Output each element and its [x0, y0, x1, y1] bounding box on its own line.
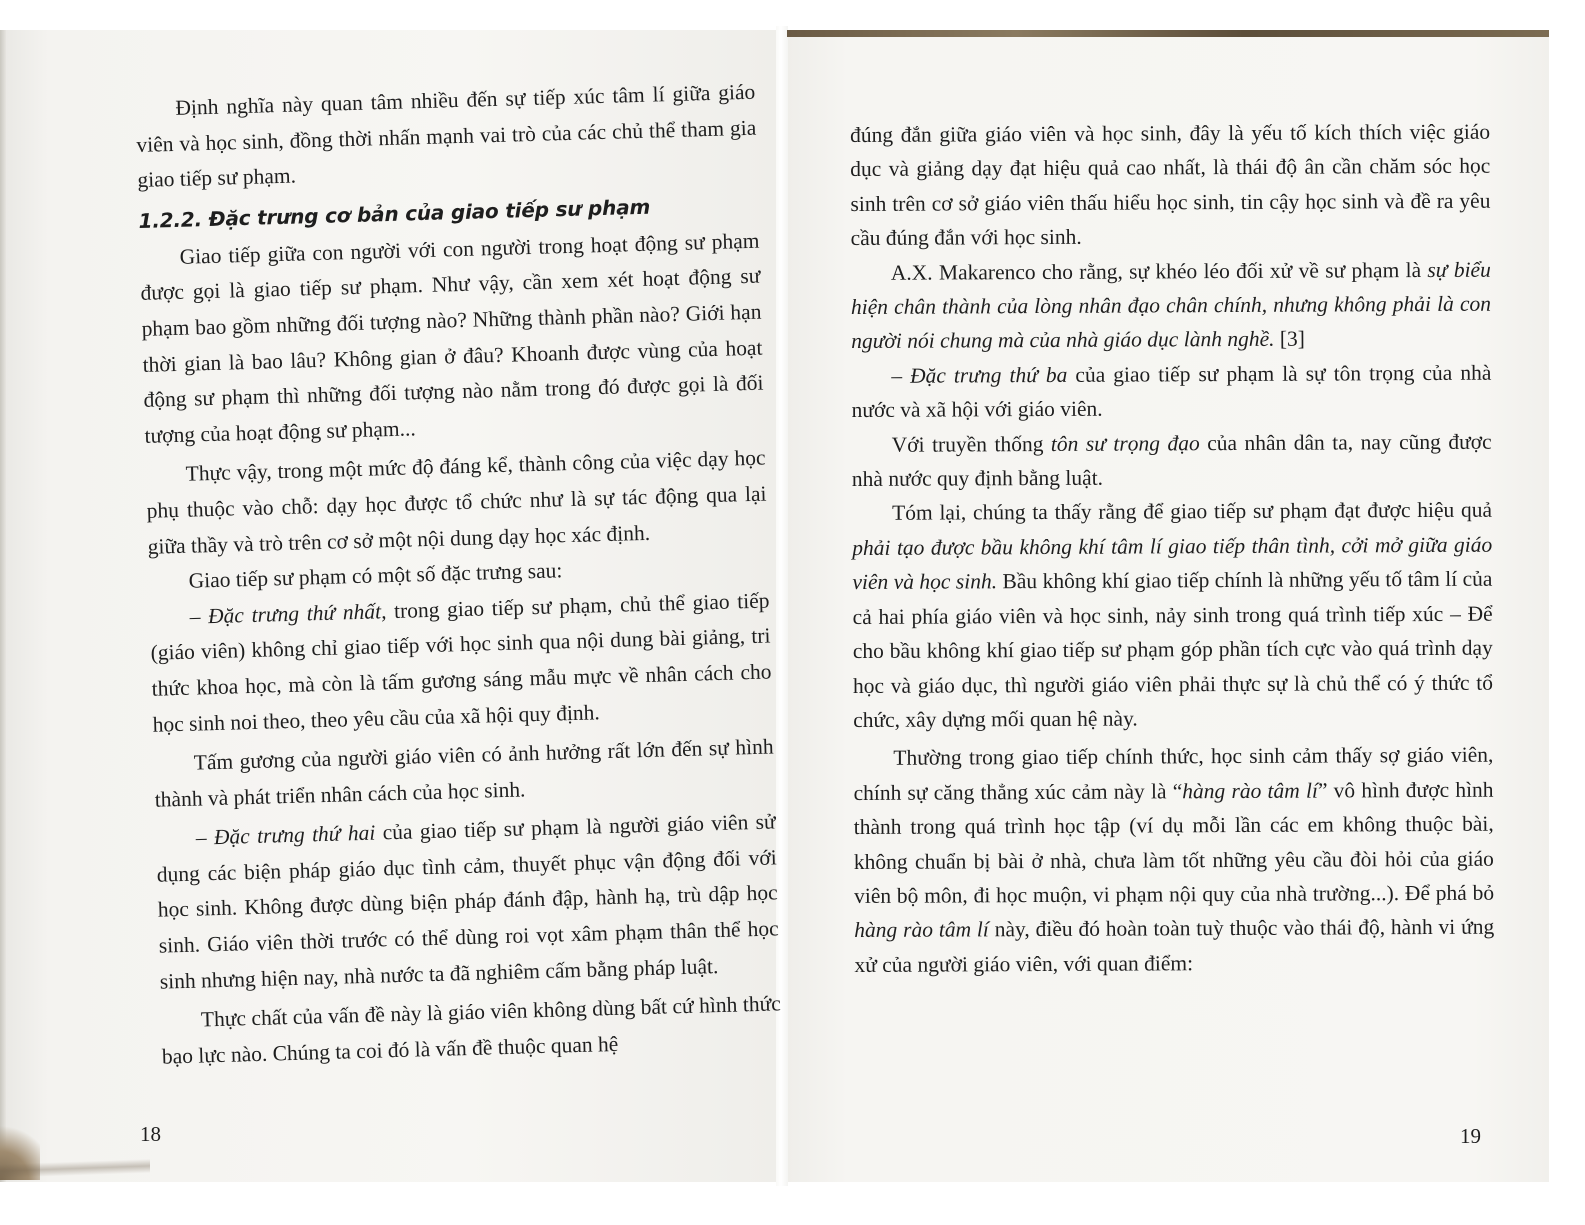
page-edge-left	[0, 30, 6, 1182]
left-paragraph-5: – Đặc trưng thứ nhất, trong giao tiếp sư phạm, chủ thể giao tiếp (giáo viên) không chỉ giao tiếp với học sinh qua nội dung bài giảng, tri thức khoa học, mà còn là tấm gương sáng mẫu mực về nhân cách cho học sinh noi theo, theo yêu cầu của xã hội quy định.	[150, 588, 772, 737]
emphasis-barrier-1: hàng rào tâm lí	[1182, 778, 1318, 803]
emphasis-first-feature: Đặc trưng thứ nhất,	[207, 598, 387, 628]
emphasis-atmosphere: phải tạo được bầu không khí tâm lí giao tiếp thân tình, cởi mở giữa giáo viên và học sinh.	[852, 532, 1493, 595]
right-paragraph-4: Với truyền thống tôn sư trọng đạo của nhân dân ta, nay cũng được nhà nước quy định bằng luật.	[851, 429, 1492, 492]
left-paragraph-6: Tấm gương của người giáo viên có ảnh hưởng rất lớn đến sự hình thành và phát triển nhân cách của học sinh.	[154, 734, 774, 812]
right-paragraph-6: Thường trong giao tiếp chính thức, học sinh cảm thấy sợ giáo viên, chính sự căng thẳng xúc cảm này là “hàng rào tâm lí” vô hình được hình thành trong quá trình học tập (ví dụ mỗi lần các em không thuộc bài, không chuẩn bị bài ở nhà, chưa làm tốt những yêu cầu đòi hỏi của giáo viên bộ môn, đi học muộn, vi phạm nội quy của nhà trường...). Để phá bỏ hàng rào tâm lí này, điều đó hoàn toàn tuỳ thuộc vào thái độ, hành vi ứng xử của người giáo viên, với quan điểm:	[853, 742, 1495, 977]
page-number-left: 18	[140, 1122, 161, 1146]
section-heading: 1.2.2. Đặc trưng cơ bản của giao tiếp sư phạm	[138, 194, 651, 233]
left-paragraph-1: Định nghĩa này quan tâm nhiều đến sự tiếp xúc tâm lí giữa giáo viên và học sinh, đồng thời nhấn mạnh vai trò của các chủ thể tham gia giao tiếp sư phạm.	[136, 79, 757, 193]
left-paragraph-2: Giao tiếp giữa con người với con người trong hoạt động sư phạm được gọi là giao tiếp sư phạm. Như vậy, cần xem xét hoạt động sư phạm bao gồm những đối tượng nào? Những thành phần nào? Giới hạn thời gian là bao lâu? Không gian ở đâu? Khoanh được vùng của hoạt động sư phạm thì những đối tượng nào nằm trong đó được gọi là đối tượng của hoạt động sư phạm...	[140, 228, 764, 448]
page-number-right: 19	[1460, 1124, 1481, 1148]
binding-strip	[787, 30, 1549, 37]
left-paragraph-3: Thực vậy, trong một mức độ đáng kể, thành công của việc dạy học phụ thuộc vào chỗ: dạy học được tổ chức như là sự tác động qua lại giữa thầy và trò trên cơ sở một nội dung dạy học xác định.	[146, 445, 767, 559]
page-fold-shadow	[0, 1150, 150, 1180]
left-paragraph-7: – Đặc trưng thứ hai của giao tiếp sư phạm là người giáo viên sử dụng các biện pháp giáo dục tình cảm, thuyết phục vận động đối với học sinh. Không được dùng biện pháp đánh đập, hành hạ, trù dập học sinh. Giáo viên thời trước có thể dùng roi vọt xâm phạm thân thể học sinh nhưng hiện nay, nhà nước ta đã nghiêm cấm bằng pháp luật.	[156, 809, 779, 994]
right-paragraph-1: đúng đắn giữa giáo viên và học sinh, đây là yếu tố kích thích việc giáo dục và giảng dạy đạt hiệu quả cao nhất, là thái độ ân cần chăm sóc học sinh trên cơ sở giáo viên thấu hiểu học sinh, tin cậy học sinh và đề ra yêu cầu đúng đắn với học sinh.	[850, 119, 1491, 251]
left-paragraph-8: Thực chất của vấn đề này là giáo viên không dùng bất cứ hình thức bạo lực nào. Chúng ta coi đó là vấn đề thuộc quan hệ	[161, 991, 782, 1069]
emphasis-tradition: tôn sư trọng đạo	[1050, 430, 1200, 456]
emphasis-barrier-2: hàng rào tâm lí	[854, 917, 989, 943]
right-paragraph-2: A.X. Makarenco cho rằng, sự khéo léo đối xử về sư phạm là sự biểu hiện chân thành của lòng nhân đạo chân chính, nhưng không phải là con người nói chung mà của nhà giáo dục lành nghề. [3]	[850, 257, 1492, 354]
left-page-text	[135, 75, 782, 1075]
right-paragraph-5: Tóm lại, chúng ta thấy rằng để giao tiếp sư phạm đạt được hiệu quả phải tạo được bầu không khí tâm lí giao tiếp thân tình, cởi mở giữa giáo viên và học sinh. Bầu không khí giao tiếp chính là những yếu tố tâm lí của cả hai phía giáo viên và học sinh, nảy sinh trong quá trình tiếp xúc – Để cho bầu không khí giao tiếp sư phạm góp phần tích cực vào quá trình dạy học và giáo dục, thì người giáo viên phải thực sự là chủ thể có ý thức tổ chức, xây dựng mối quan hệ này.	[852, 498, 1494, 732]
right-page-text	[850, 115, 1495, 982]
emphasis-second-feature: Đặc trưng thứ hai	[213, 820, 376, 850]
left-paragraph-4: Giao tiếp sư phạm có một số đặc trưng sau:	[188, 558, 563, 593]
emphasis-third-feature: Đặc trưng thứ ba	[910, 362, 1068, 388]
emphasis-makarenco-quote: sự biểu hiện chân thành của lòng nhân đạo chân chính, nhưng không phải là con người nói chung mà của nhà giáo dục lành nghề.	[850, 257, 1492, 354]
right-paragraph-3: – Đặc trưng thứ ba của giao tiếp sư phạm là sự tôn trọng của nhà nước và xã hội với giáo viên.	[851, 360, 1492, 423]
